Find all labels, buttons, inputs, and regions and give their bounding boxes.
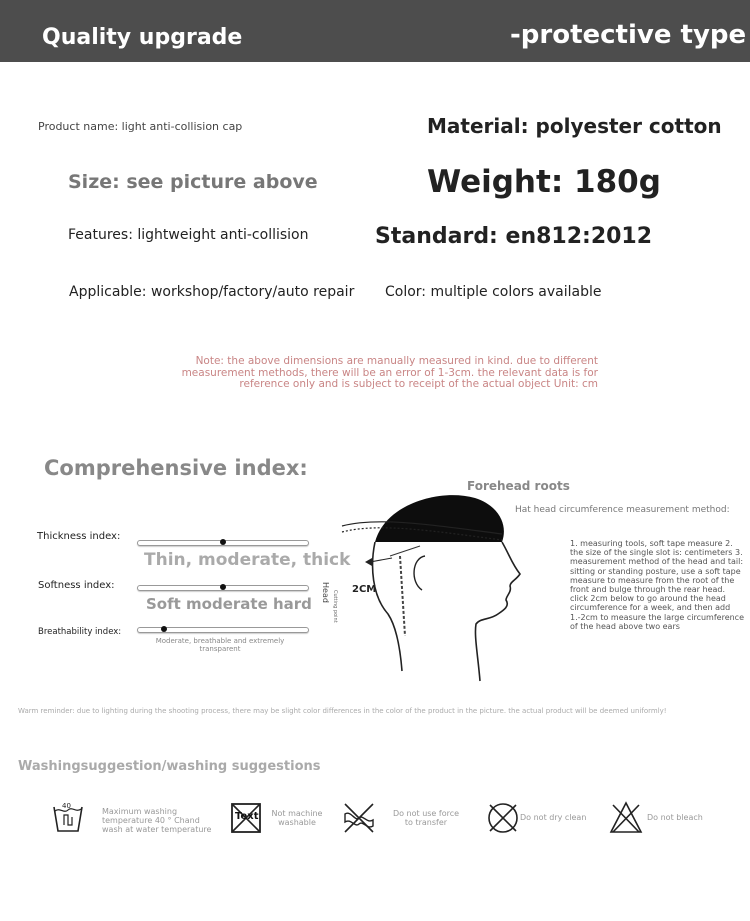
measurement-note: Note: the above dimensions are manually measured in kind. due to different measurement methods, there will be an error of 1-3cm. the relevant data is for reference only and is subject to receipt of the actual object Unit: cm <box>181 355 598 390</box>
no-bleach-label: Do not bleach <box>647 813 703 822</box>
no-dry-clean-icon <box>485 800 521 836</box>
wash-40-label: Maximum washing temperature 40 ° Chand wash at water temperature <box>102 807 212 834</box>
thickness-slider <box>137 540 309 546</box>
method-title: Hat head circumference measurement method: <box>515 505 730 515</box>
method-text: 1. measuring tools, soft tape measure 2. the size of the single slot is: centimeters 3. measurement method of the head and tail: sitting or standing posture, use a soft tape measure to measure from the root of the front and bulge through the rear head. click 2cm below to go around the head circumference for a week, and then add 1.-2cm to measure the large circumference of the head above two ears <box>570 539 744 631</box>
product-name: Product name: light anti-collision cap <box>38 120 243 133</box>
weight: Weight: 180g <box>427 164 661 200</box>
softness-slider <box>137 585 309 591</box>
breathability-label: Breathability index: <box>38 627 122 637</box>
wash-40-icon <box>52 801 84 835</box>
no-wring-label: Do not use force to transfer <box>392 809 460 827</box>
breathability-scale: Moderate, breathable and extremely transparent <box>155 637 285 653</box>
washing-title: Washingsuggestion/washing suggestions <box>18 759 321 774</box>
thickness-scale: Thin, moderate, thick <box>144 550 351 570</box>
header-title-right: -protective type <box>510 20 747 50</box>
thickness-knob <box>220 539 226 545</box>
forehead-label: Forehead roots <box>467 479 570 493</box>
size: Size: see picture above <box>68 171 318 193</box>
no-machine-wash-label: Not machine washable <box>271 809 323 827</box>
no-dry-clean-label: Do not dry clean <box>520 813 587 822</box>
thickness-label: Thickness index: <box>37 531 121 542</box>
softness-scale: Soft moderate hard <box>146 595 312 613</box>
index-title: Comprehensive index: <box>44 456 308 480</box>
header-title-left: Quality upgrade <box>42 25 243 50</box>
color-options: Color: multiple colors available <box>385 284 602 300</box>
no-machine-wash-icon-text: Text <box>235 811 259 822</box>
cutting-point-label: Cutting point <box>332 590 338 623</box>
warm-reminder: Warm reminder: due to lighting during the shooting process, there may be slight color differences in the color of the product in the picture. the actual product will be deemed uniformly! <box>18 707 667 715</box>
measure-2cm: 2CM <box>352 584 377 595</box>
softness-label: Softness index: <box>38 580 115 591</box>
no-wring-icon <box>341 800 377 836</box>
applicable: Applicable: workshop/factory/auto repair <box>69 284 355 300</box>
head-outline <box>373 542 520 681</box>
cap-shape <box>375 495 504 542</box>
material: Material: polyester cotton <box>427 114 722 138</box>
breathability-slider <box>137 627 309 633</box>
no-bleach-icon <box>608 800 644 836</box>
standard: Standard: en812:2012 <box>375 224 653 249</box>
head-label: Head <box>321 582 330 603</box>
svg-text:40: 40 <box>62 802 71 810</box>
softness-knob <box>220 584 226 590</box>
breathability-knob <box>161 626 167 632</box>
features: Features: lightweight anti-collision <box>68 227 309 243</box>
